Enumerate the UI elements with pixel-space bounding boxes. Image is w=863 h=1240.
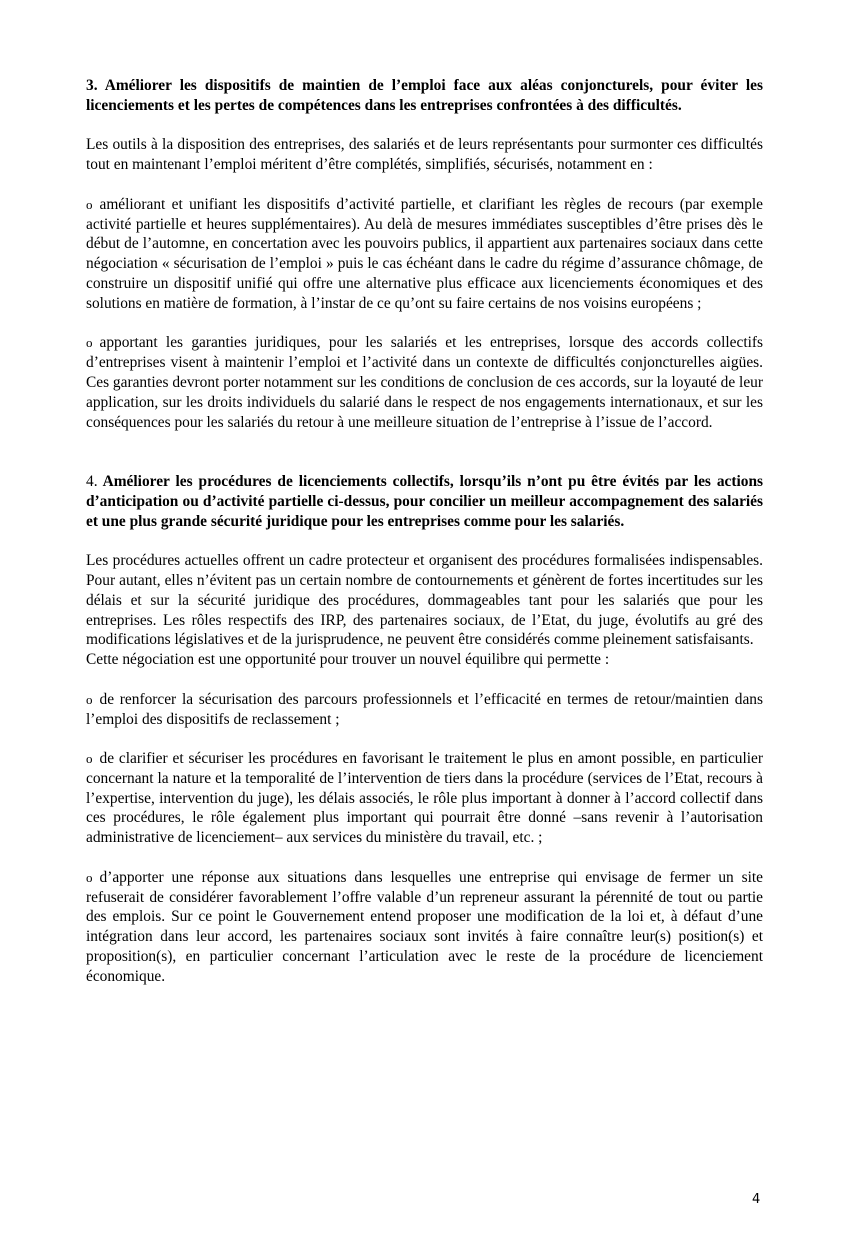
spacer — [86, 531, 763, 551]
spacer — [86, 314, 763, 334]
bullet-circle-icon: o — [86, 691, 93, 707]
document-page — [86, 76, 763, 987]
spacer — [86, 175, 763, 195]
section-4-bullet-1 — [86, 690, 763, 730]
spacer — [86, 848, 763, 868]
bullet-text: améliorant et unifiant les dispositifs d’activité partielle, et clarifiant les règles de recours (par exemple activité partielle et heures supplémentaires). Au delà de mesures immédiates susceptibles d’être prises dès le début de l’automne, en concertation avec les pouvoirs publics, il appartient aux partenaires sociaux dans cette négociation « sécurisation de l’emploi » puis le cas échéant dans le cadre du régime d’assurance chômage, de construire un dispositif unifié qui offre une alternative plus efficace aux licenciements économiques et des solutions en matière de formation, à l’instar de ce qu’ont su faire certains de nos voisins européens ; — [86, 195, 763, 312]
section-4-lead-in: Cette négociation est une opportunité pour trouver un nouvel équilibre qui permette : — [86, 651, 610, 669]
section-3-bullet-1 — [86, 195, 763, 314]
section-3-intro: Les outils à la disposition des entreprises, des salariés et de leurs représentants pour surmonter ces difficultés tout en maintenant l’emploi méritent d’être complétés, simplifiés, sécurisés, notamment en : — [86, 136, 763, 174]
bullet-circle-icon: o — [86, 751, 93, 767]
section-4-number: 4. — [86, 472, 98, 490]
bullet-circle-icon: o — [86, 869, 93, 885]
bullet-circle-icon: o — [86, 335, 93, 351]
bullet-text: apportant les garanties juridiques, pour les salariés et les entreprises, lorsque des accords collectifs d’entreprises visent à maintenir l’emploi et l’activité dans un contexte de difficultés conjoncturelles aigües. Ces garanties devront porter notamment sur les conditions de conclusion de ces accords, sur la loyauté de leur application, sur les droits individuels du salarié dans le respect de nos engagements internationaux, et sur les conséquences pour les salariés du retour à une meilleure situation de l’entreprise à l’issue de l’accord. — [86, 334, 763, 431]
spacer — [86, 729, 763, 749]
spacer — [86, 670, 763, 690]
spacer — [86, 432, 763, 472]
section-4-intro: Les procédures actuelles offrent un cadre protecteur et organisent des procédures formalisées indispensables. Pour autant, elles n’évitent pas un certain nombre de contournements et génèrent de fortes incertitudes sur les délais et sur la sécurité juridique des procédures, dommageables tant pour les salariés que pour les entreprises. Les rôles respectifs des IRP, des partenaires sociaux, de l’Etat, du juge, évolutifs au gré des modifications législatives et de la jurisprudence, ne peuvent être considérés comme pleinement satisfaisants. — [86, 552, 763, 649]
section-4-bullet-2 — [86, 749, 763, 848]
section-3-bullet-2 — [86, 333, 763, 432]
section-3-heading: 3. Améliorer les dispositifs de maintien de l’emploi face aux aléas conjoncturels, pour éviter les licenciements et les pertes de compétences dans les entreprises confrontées à des difficultés. — [86, 77, 763, 114]
bullet-text: de renforcer la sécurisation des parcours professionnels et l’efficacité en termes de retour/maintien dans l’emploi des dispositifs de reclassement ; — [86, 690, 763, 728]
bullet-circle-icon: o — [86, 196, 93, 212]
section-4-heading — [86, 472, 763, 531]
bullet-text: d’apporter une réponse aux situations dans lesquelles une entreprise qui envisage de fermer un site refuserait de considérer favorablement l’offre valable d’un repreneur assurant la pérennité de tout ou partie des emplois. Sur ce point le Gouvernement entend proposer une modification de la loi et, à défaut d’une intégration dans leur accord, les partenaires sociaux sont invités à faire connaître leur(s) position(s) et proposition(s), en particulier concernant l’articulation avec le reste de la procédure de licenciement économique. — [86, 868, 763, 985]
section-4-bullet-3 — [86, 868, 763, 987]
spacer — [86, 116, 763, 136]
page-number: 4 — [752, 1192, 761, 1207]
section-4-heading-text: Améliorer les procédures de licenciements collectifs, lorsqu’ils n’ont pu être évités par les actions d’anticipation ou d’activité partielle ci-dessus, pour concilier un meilleur accompagnement des salariés et une plus grande sécurité juridique pour les entreprises comme pour les salariés. — [86, 472, 763, 530]
bullet-text: de clarifier et sécuriser les procédures en favorisant le traitement le plus en amont possible, en particulier concernant la nature et la temporalité de l’intervention de tiers dans la procédure (services de l’Etat, recours à l’expertise, intervention du juge), les délais associés, le rôle plus important à donner à l’accord collectif dans ces procédures, le rôle également plus important qui pourrait être donné –sans revenir à l’autorisation administrative de licenciement– aux services du ministère du travail, etc. ; — [86, 750, 763, 847]
